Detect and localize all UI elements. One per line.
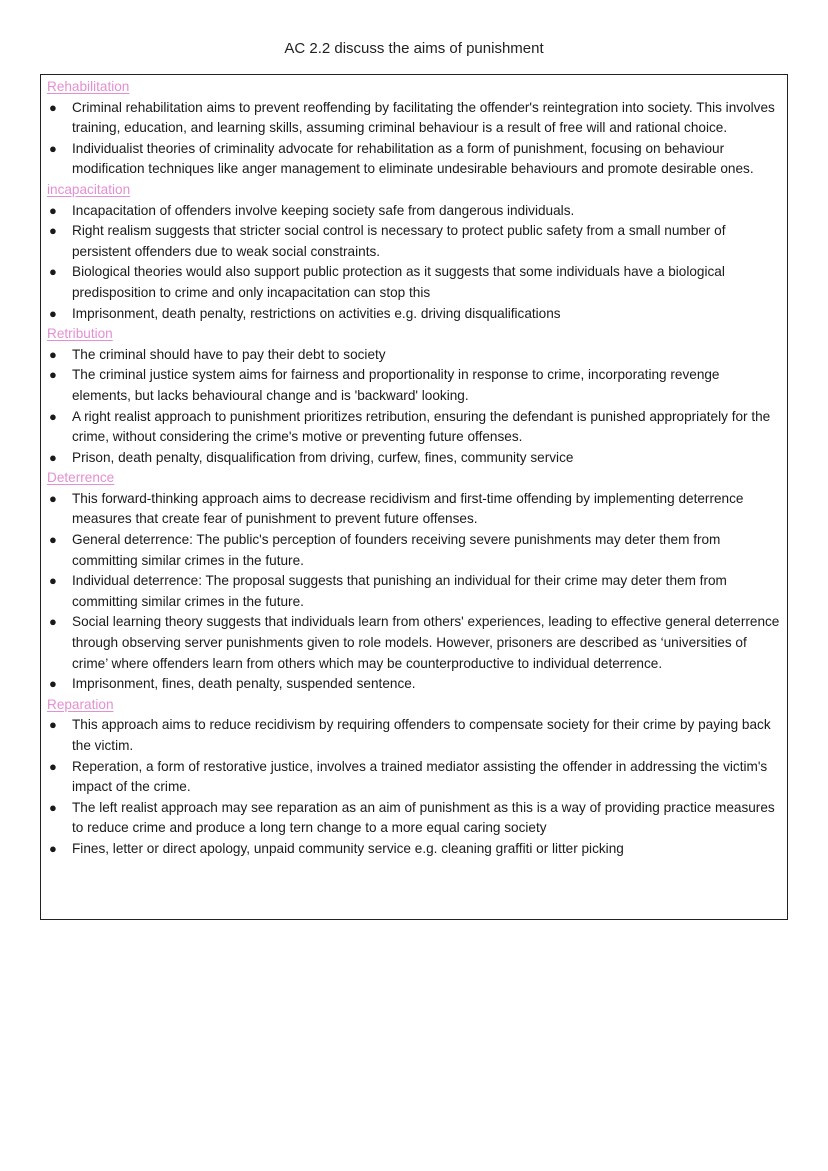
list-item: ● The left realist approach may see reparation as an aim of punishment as this is a way of providing practice measures to reduce crime and produce a long tern change to a more equal caring society	[49, 799, 775, 836]
list-item: ● The criminal should have to pay their debt to society	[47, 345, 781, 366]
bullet-icon: ●	[49, 532, 57, 548]
bullet-icon: ●	[49, 614, 57, 630]
list-item: ● General deterrence: The public's perception of founders receiving severe punishments may deter them from committing similar crimes in the future.	[49, 532, 721, 568]
list-item: ● Fines, letter or direct apology, unpaid community service e.g. cleaning graffiti or litter picking	[47, 839, 781, 860]
list-item: ● Incapacitation of offenders involve keeping society safe from dangerous individuals.	[47, 201, 781, 222]
bullet-icon: ●	[49, 346, 57, 362]
bullet-icon: ●	[49, 408, 57, 424]
bullet-icon: ●	[49, 573, 57, 589]
section-heading-incapacitation[interactable]: incapacitation	[47, 181, 131, 197]
bullet-icon: ●	[49, 305, 57, 321]
bullet-icon: ●	[49, 264, 57, 280]
section-list-rehabilitation	[47, 98, 781, 180]
list-item: ● Social learning theory suggests that individuals learn from others' experiences, leading to effective general deterrence through observing server punishments given to role models. However, prisoners are described as ‘universities of crime’ where offenders learn from others which may be counterproductive to individual deterrence.	[49, 614, 780, 671]
notes-box	[40, 74, 788, 920]
bullet-icon: ●	[49, 490, 57, 506]
list-item: ● Imprisonment, fines, death penalty, suspended sentence.	[47, 674, 781, 695]
page-title: AC 2.2 discuss the aims of punishment	[284, 40, 544, 57]
list-item: ● Prison, death penalty, disqualification from driving, curfew, fines, community service	[47, 448, 781, 469]
bullet-icon: ●	[49, 799, 57, 815]
bullet-icon: ●	[49, 840, 57, 856]
bullet-icon: ●	[49, 758, 57, 774]
list-item: ● Reperation, a form of restorative justice, involves a trained mediator assisting the offender in addressing the victim's impact of the crime.	[49, 758, 768, 795]
list-item: ● Right realism suggests that stricter social control is necessary to protect public safety from a small number of persistent offenders due to weak social constraints.	[49, 223, 726, 259]
list-item: ● Biological theories would also support public protection as it suggests that some individuals have a biological predisposition to crime and only incapacitation can stop this	[49, 264, 725, 300]
list-item: ● Individual deterrence: The proposal suggests that punishing an individual for their crime may deter them from committing similar crimes in the future.	[49, 573, 727, 609]
section-heading-deterrence[interactable]: Deterrence	[47, 470, 115, 486]
list-item: ● The criminal justice system aims for fairness and proportionality in response to crime, incorporating revenge elements, but lacks behavioural change and is 'backward' looking.	[49, 367, 720, 403]
section-list-reparation	[47, 715, 781, 859]
section-heading-retribution[interactable]: Retribution	[47, 326, 113, 342]
list-item: ● Criminal rehabilitation aims to prevent reoffending by facilitating the offender's reintegration into society. This involves training, education, and learning skills, assuming criminal behaviour is a result of free will and rational choice.	[49, 99, 775, 136]
bullet-icon: ●	[49, 223, 57, 239]
section-list-retribution	[47, 345, 781, 469]
section-list-deterrence	[47, 489, 781, 695]
section-list-incapacitation	[47, 201, 781, 325]
list-item: ● Imprisonment, death penalty, restrictions on activities e.g. driving disqualifications	[47, 304, 781, 325]
bullet-icon: ●	[49, 449, 57, 465]
list-item: ● This forward-thinking approach aims to decrease recidivism and first-time offending by implementing deterrence measures that create fear of punishment to prevent future offenses.	[49, 490, 744, 527]
section-heading-rehabilitation[interactable]: Rehabilitation	[47, 79, 130, 94]
list-item: ● Individualist theories of criminality advocate for rehabilitation as a form of punishment, focusing on behaviour modification techniques like anger management to eliminate undesirable behaviours and promote desirable ones.	[49, 140, 754, 177]
bullet-icon: ●	[49, 140, 57, 156]
bullet-icon: ●	[49, 717, 57, 733]
bullet-icon: ●	[49, 676, 57, 692]
bullet-icon: ●	[49, 99, 57, 115]
section-heading-reparation[interactable]: Reparation	[47, 696, 114, 712]
bullet-icon: ●	[49, 202, 57, 218]
bullet-icon: ●	[49, 367, 57, 383]
list-item: ● A right realist approach to punishment prioritizes retribution, ensuring the defendant is punished appropriately for the crime, without considering the crime's motive or preventing future offenses.	[49, 408, 771, 445]
list-item: ● This approach aims to reduce recidivism by requiring offenders to compensate society for their crime by paying back the victim.	[49, 717, 771, 753]
